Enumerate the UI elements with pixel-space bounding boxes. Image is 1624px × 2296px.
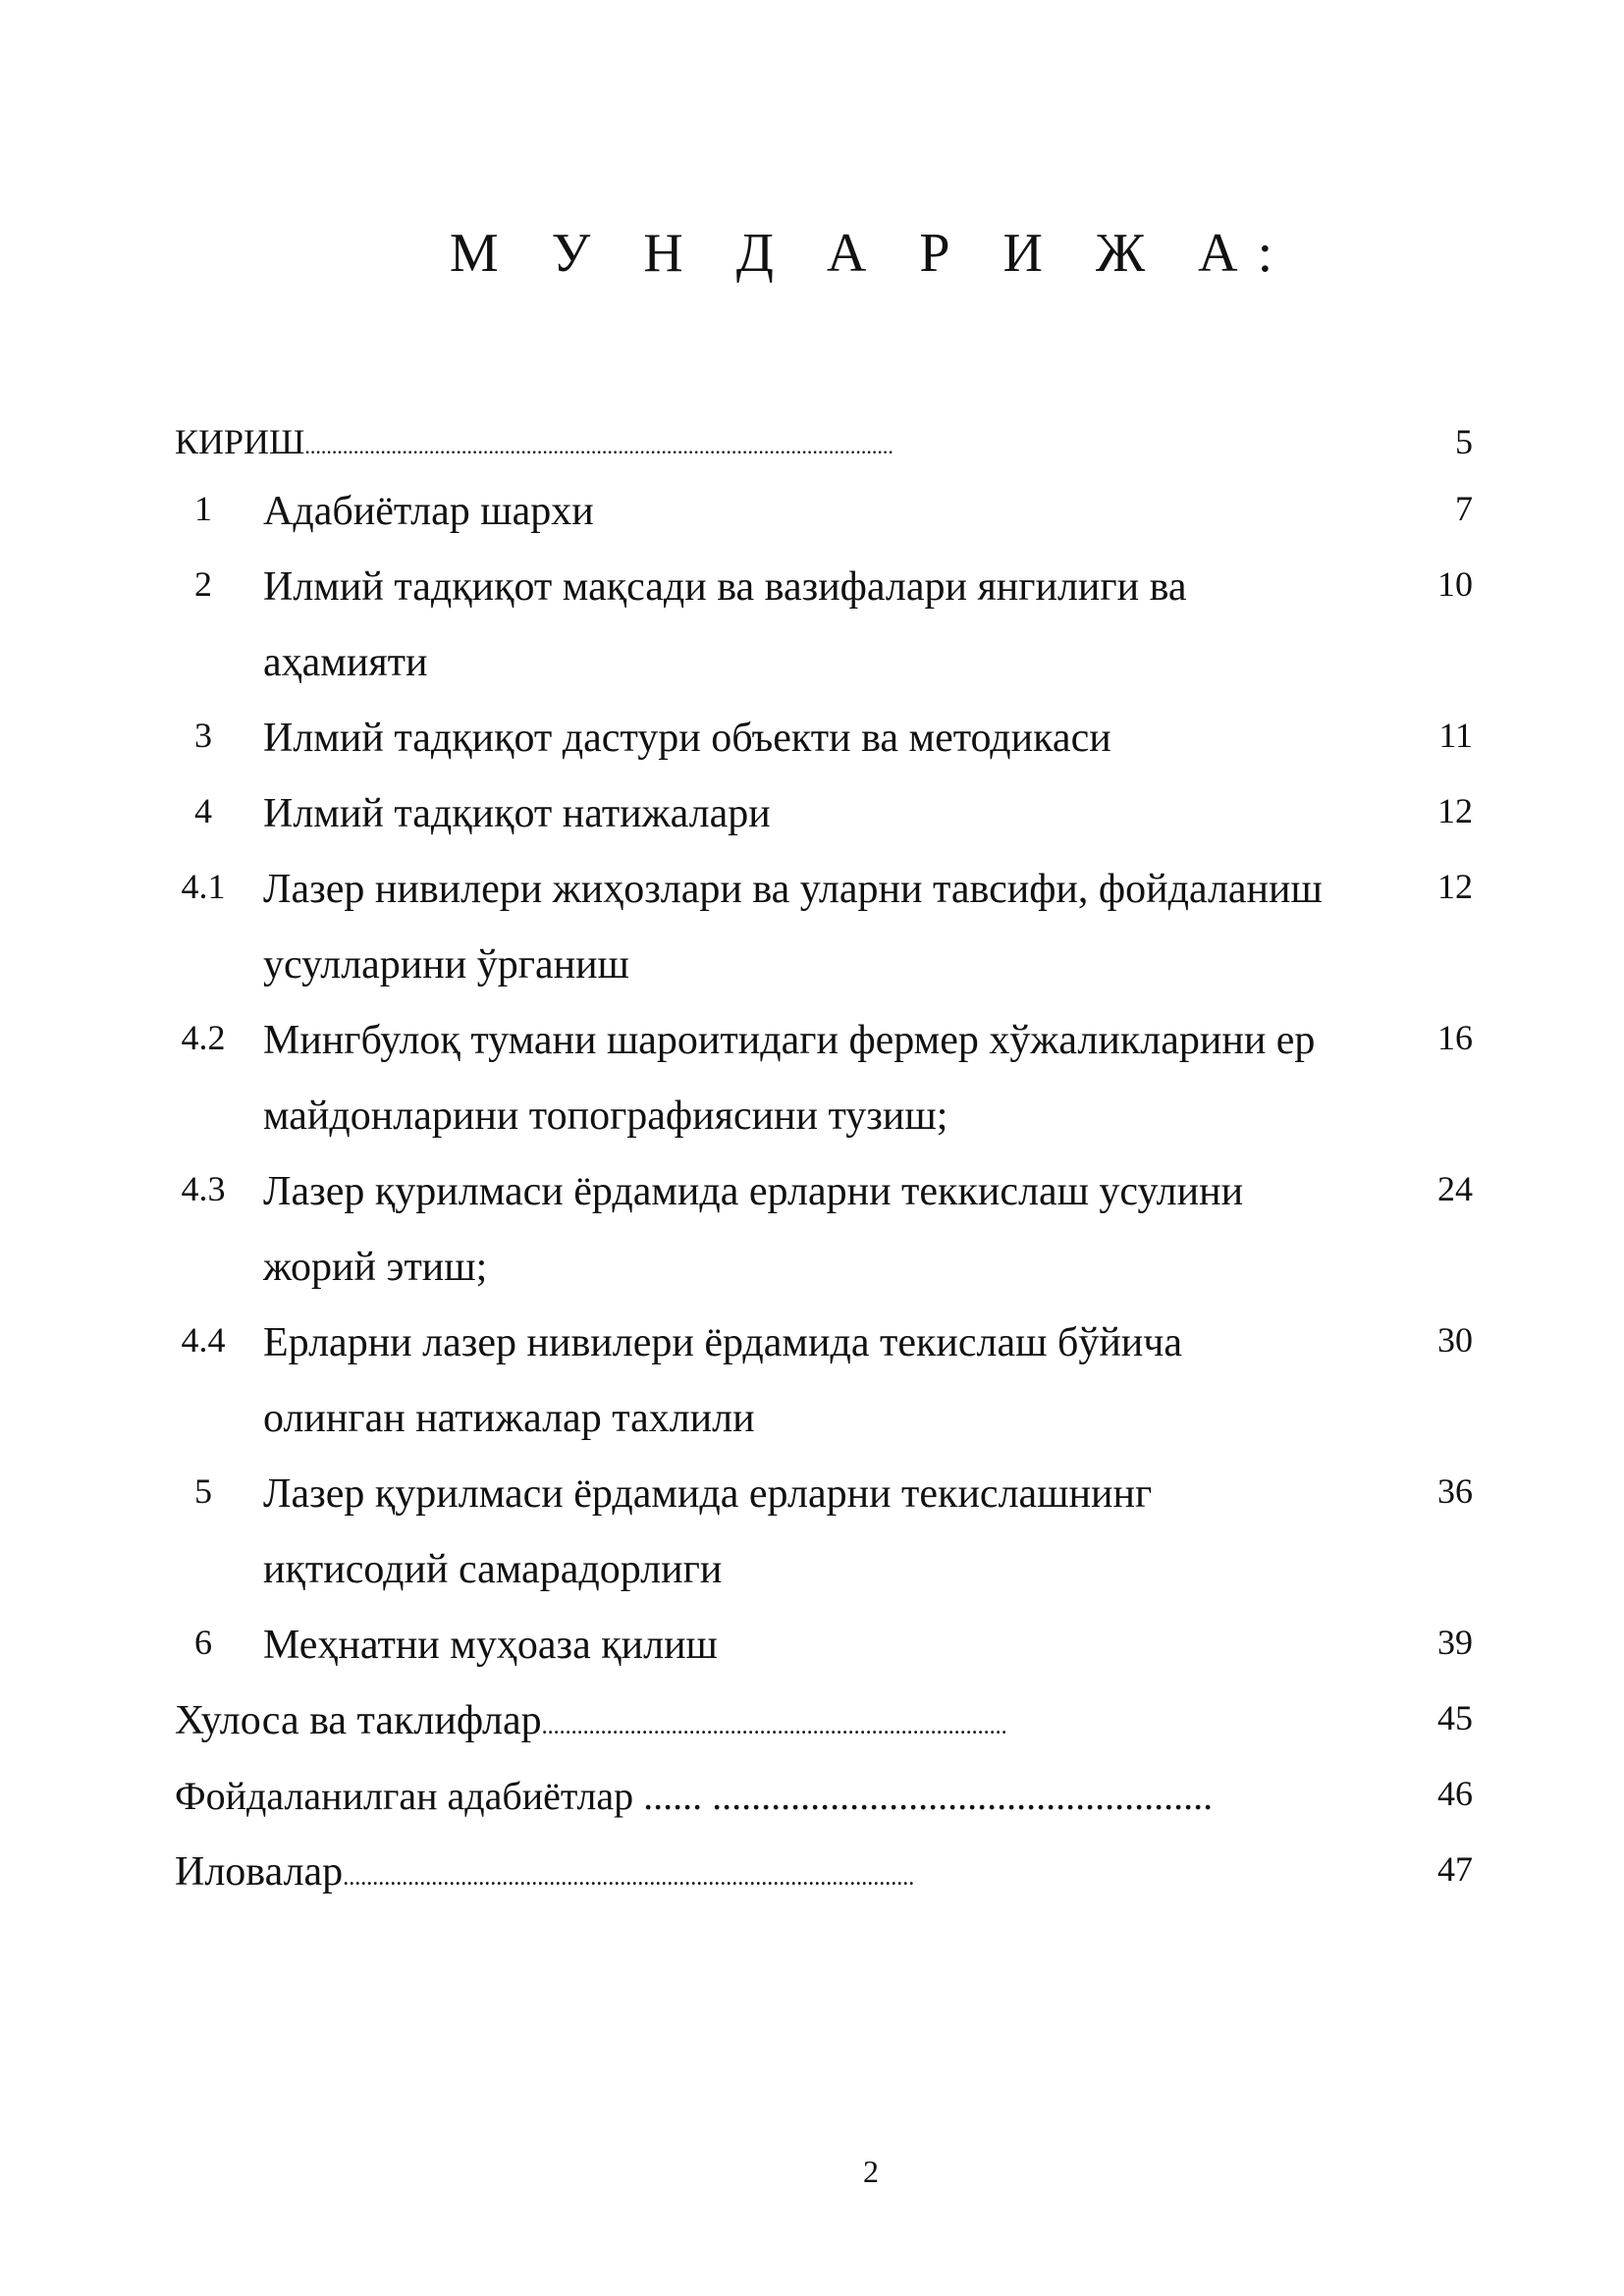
toc-item-title: Лазер қурилмаси ёрдамида ерларни теккислаш усулини <box>263 1169 1244 1214</box>
toc-conclusion-dots: ............................................................................... <box>541 1714 1007 1739</box>
toc-item-title: Илмий тадқиқот натижалари <box>263 791 771 836</box>
toc-references-label: Фойдаланилган адабиётлар ...... ................................................... <box>175 1774 1214 1818</box>
toc-item-page: 24 <box>1437 1169 1473 1208</box>
toc-item-page: 12 <box>1437 867 1473 906</box>
toc-item-page: 36 <box>1437 1471 1473 1511</box>
toc-item-number: 4.4 <box>181 1320 226 1360</box>
toc-item-page: 12 <box>1437 791 1473 830</box>
toc-appendix-dots: ................................................................................................. <box>343 1865 915 1891</box>
toc-appendix <box>175 1847 914 1902</box>
toc-appendix-page: 47 <box>1437 1849 1473 1889</box>
toc-item-number: 4.2 <box>181 1018 226 1057</box>
toc-item-title: Лазер қурилмаси ёрдамида ерларни текислашнинг <box>263 1471 1153 1517</box>
toc-references-page: 46 <box>1437 1774 1473 1813</box>
toc-intro-label: КИРИШ <box>175 422 305 461</box>
toc-item-number: 6 <box>194 1623 212 1662</box>
toc-appendix-label: Иловалар <box>175 1849 344 1895</box>
toc-item-number: 4.1 <box>181 867 226 906</box>
toc-intro <box>175 417 893 471</box>
toc-item-number: 2 <box>194 564 212 604</box>
footer-page-number: 2 <box>863 2154 879 2189</box>
toc-item-title-continued: олинган натижалар тахлили <box>263 1396 755 1441</box>
toc-item-number: 5 <box>194 1471 212 1511</box>
toc-item-title: Мингбулоқ тумани шароитидаги фермер хўжаликларини ер <box>263 1018 1316 1063</box>
toc-item-title-continued: усулларини ўрганиш <box>263 942 629 988</box>
toc-item-title-continued: майдонларини топографиясини тузиш; <box>263 1094 948 1139</box>
toc-intro-dots: ............................................................................................................. <box>304 434 893 458</box>
toc-item-page: 30 <box>1437 1320 1473 1360</box>
toc-conclusion-label: Хулоса ва таклифлар <box>175 1698 542 1743</box>
toc-conclusion <box>175 1696 1007 1751</box>
toc-references <box>175 1772 1213 1821</box>
page-title: М У Н Д А Р И Ж А: <box>449 223 1293 284</box>
toc-item-page: 39 <box>1437 1623 1473 1662</box>
toc-intro-page: 5 <box>1455 422 1473 461</box>
toc-item-title: Лазер нивилери жиҳозлари ва уларни тавсифи, фойдаланиш <box>263 867 1323 912</box>
toc-item-number: 3 <box>194 716 212 755</box>
toc-item-number: 4.3 <box>181 1169 226 1208</box>
toc-item-title-continued: жорий этиш; <box>263 1245 488 1290</box>
toc-item-title: Меҳнатни муҳоаза қилиш <box>263 1623 718 1668</box>
toc-item-title: Адабиётлар шархи <box>263 489 594 534</box>
toc-item-title: Илмий тадқиқот мақсади ва вазифалари янгилиги ва <box>263 564 1187 610</box>
toc-item-title-continued: иқтисодий самарадорлиги <box>263 1547 723 1592</box>
toc-item-page: 10 <box>1437 564 1473 604</box>
toc-item-page: 11 <box>1438 716 1473 755</box>
toc-item-title-continued: аҳамияти <box>263 640 428 685</box>
toc-conclusion-page: 45 <box>1437 1698 1473 1737</box>
toc-item-page: 16 <box>1437 1018 1473 1057</box>
toc-item-number: 1 <box>194 489 212 528</box>
toc-item-number: 4 <box>194 791 212 830</box>
toc-item-title: Илмий тадқиқот дастури объекти ва методикаси <box>263 716 1111 761</box>
toc-item-page: 7 <box>1455 489 1473 528</box>
toc-item-title: Ерларни лазер нивилери ёрдамида текислаш бўйича <box>263 1320 1183 1365</box>
